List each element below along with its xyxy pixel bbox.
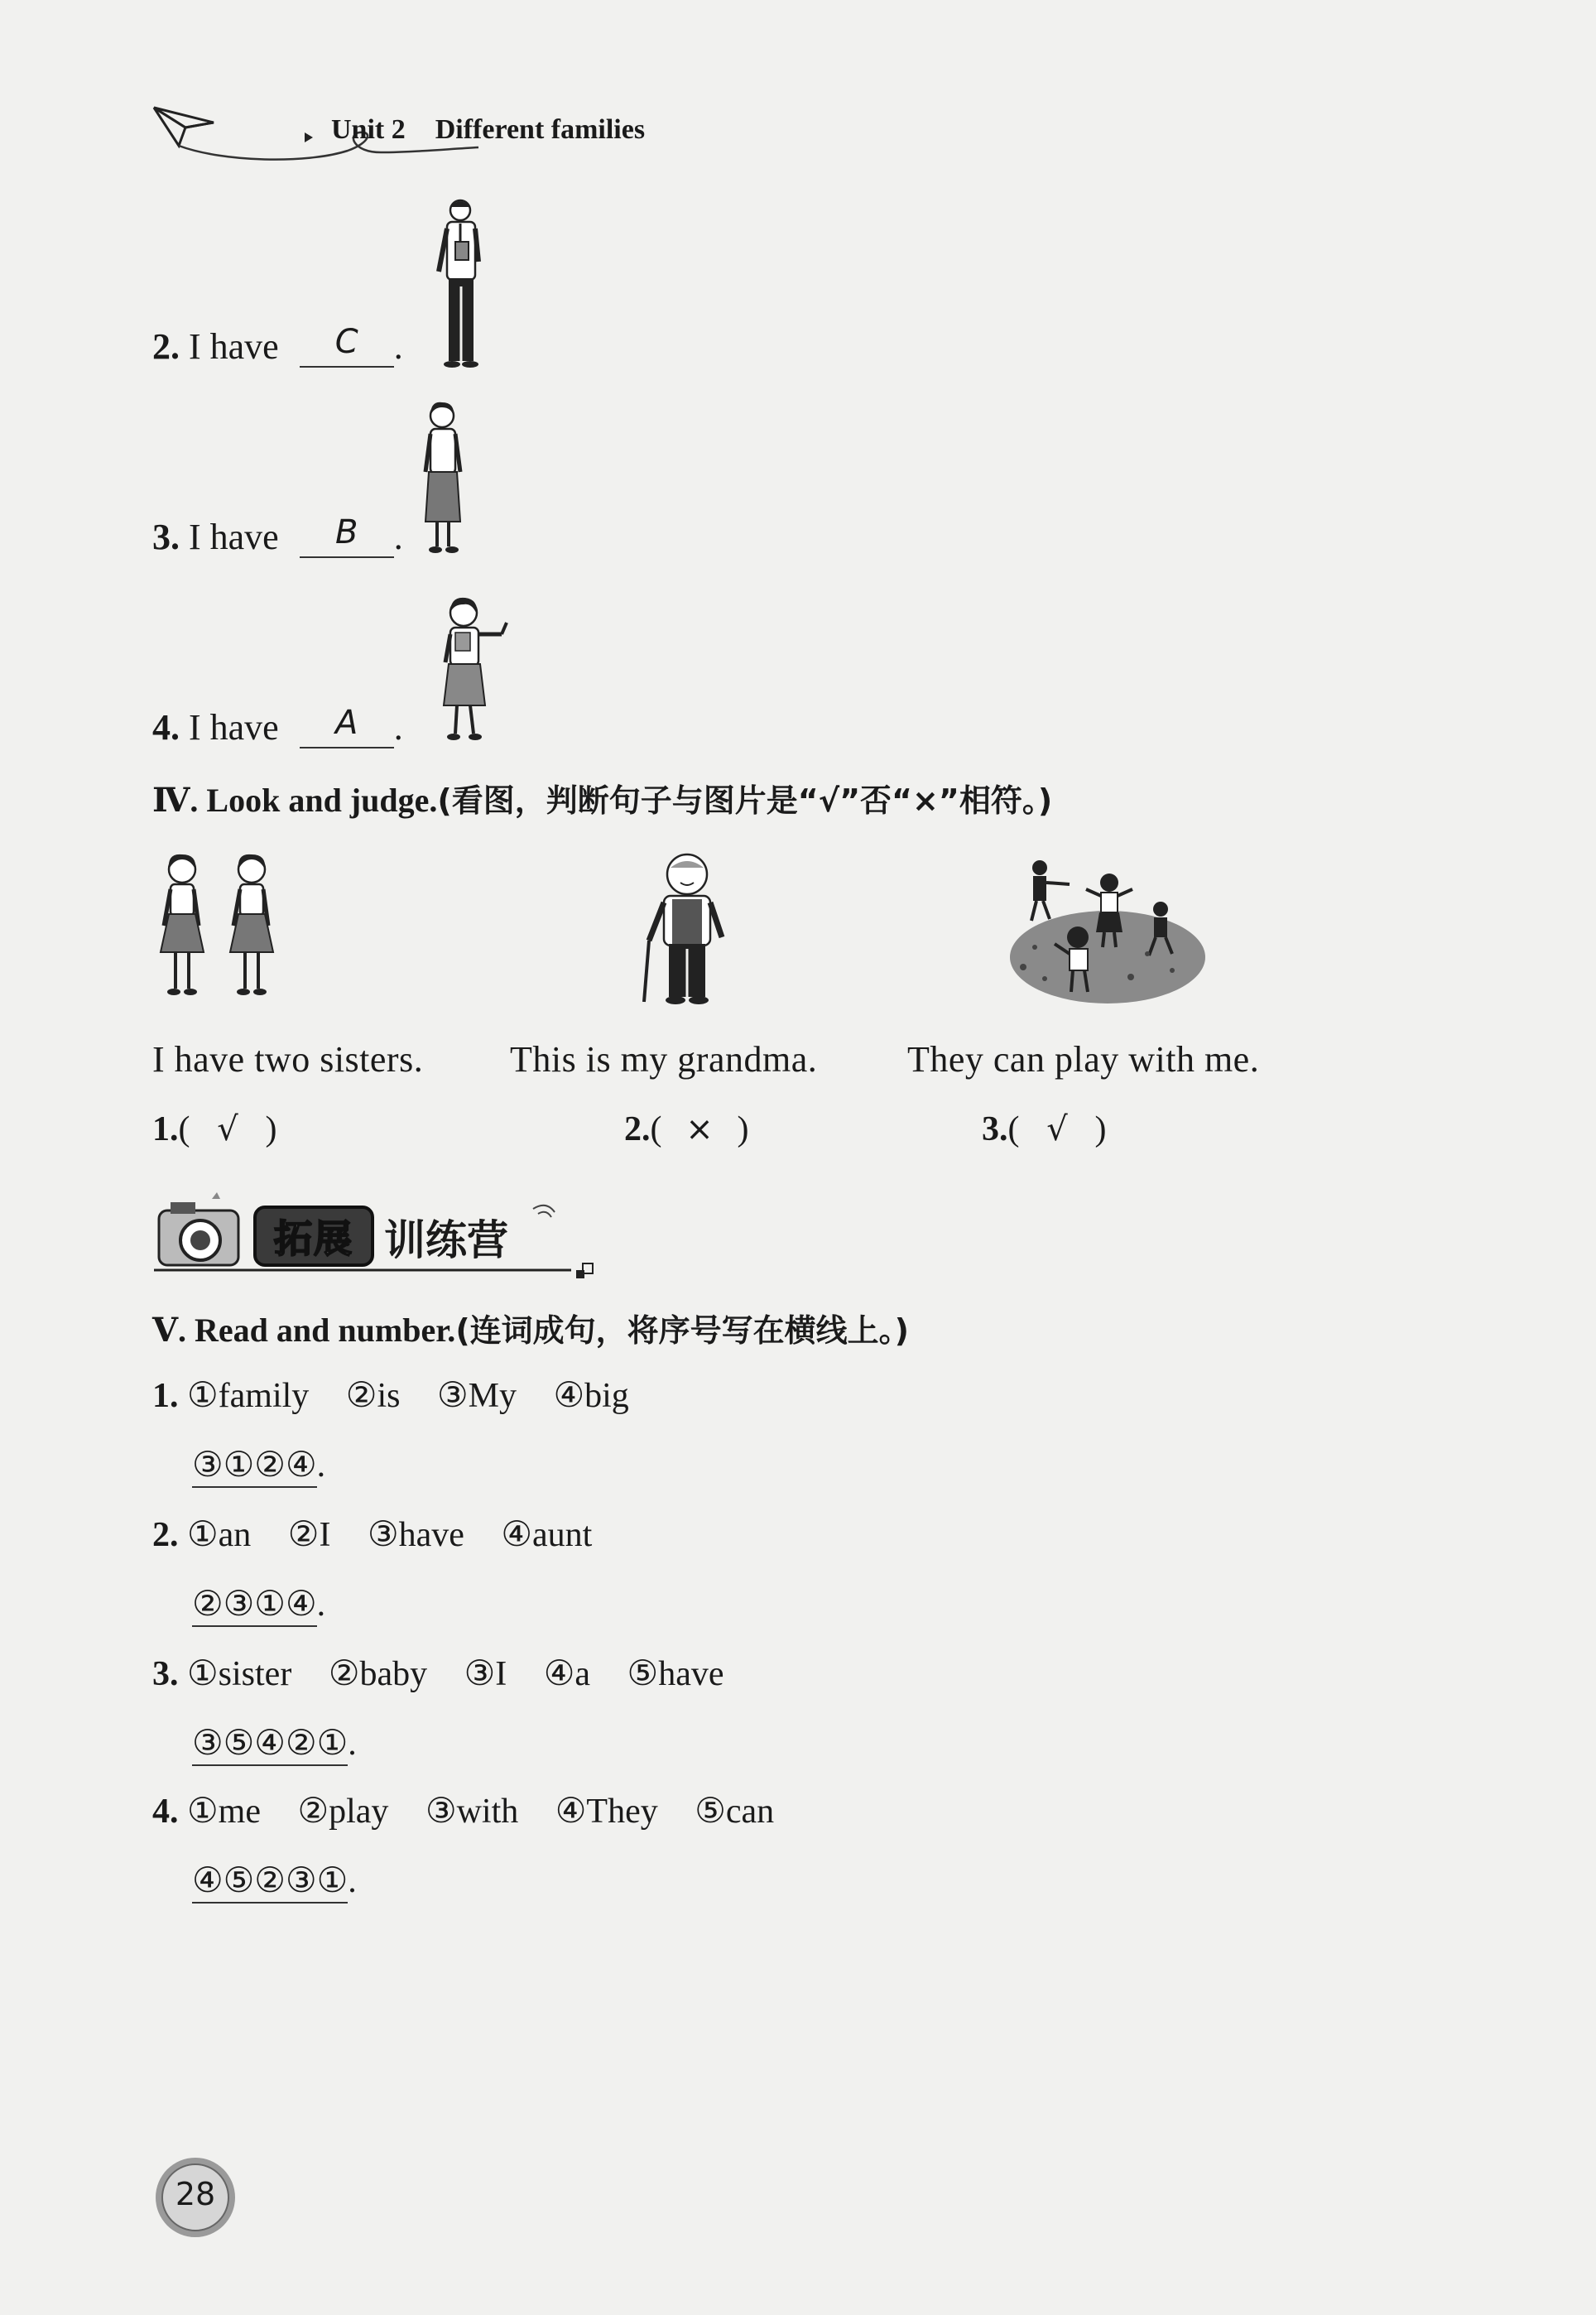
word: ②I: [287, 1516, 331, 1554]
section-title-en: Ⅴ. Read and number.: [152, 1312, 456, 1349]
question-number: 3.: [152, 517, 180, 557]
item-number: 1.: [152, 1377, 179, 1415]
word: ④big: [553, 1377, 629, 1415]
mother-figure-image: [414, 397, 472, 560]
word: ④They: [555, 1793, 658, 1831]
answer-blank: [300, 705, 394, 748]
word: ⑤can: [695, 1793, 775, 1831]
period: .: [393, 707, 403, 748]
word: ③I: [464, 1655, 507, 1693]
period: .: [348, 1862, 357, 1900]
question-row: [152, 705, 403, 755]
two-sisters-image: [154, 849, 286, 1007]
judgement-item: 3.( √ ): [982, 1110, 1107, 1148]
banner-badge-text: 拓展: [274, 1216, 353, 1261]
answer-line: [192, 1722, 357, 1764]
judgement-item: 2.( × ): [624, 1110, 749, 1148]
word-list: [152, 1653, 752, 1694]
judgement-number: 1.: [152, 1110, 179, 1148]
item-number: 4.: [152, 1793, 179, 1831]
answer-letter: A: [335, 704, 358, 742]
answer-sequence: ④⑤②③①: [192, 1862, 348, 1903]
answer-sequence: ②③①④: [192, 1586, 317, 1627]
caption-sisters: I have two sisters.: [152, 1039, 424, 1080]
word: ④aunt: [501, 1516, 593, 1554]
answer-letter: B: [334, 513, 358, 551]
answer-sequence: ③①②④: [192, 1446, 317, 1488]
word: ②play: [297, 1793, 389, 1831]
word: ②baby: [328, 1655, 428, 1693]
girl-figure-image: [430, 593, 513, 745]
word-list: [152, 1514, 620, 1555]
word: ③with: [425, 1793, 519, 1831]
answer-line: [192, 1444, 325, 1485]
word-list: [152, 1374, 657, 1416]
answer-line: [192, 1583, 325, 1624]
section-title-en: Ⅳ. Look and judge.: [152, 782, 438, 819]
sparkle-icon: [530, 1201, 563, 1225]
section-title-cn: (连词成句，将序号写在横线上。): [455, 1312, 910, 1349]
header-title: [331, 114, 645, 146]
judgement-number: 2.: [624, 1110, 651, 1148]
judgement-mark: √: [217, 1110, 238, 1148]
question-number: 2.: [152, 326, 180, 367]
answer-blank: [300, 325, 394, 368]
question-text: I have: [189, 517, 279, 557]
word: ⑤have: [627, 1655, 724, 1693]
word: ③My: [436, 1377, 517, 1415]
word-list: [152, 1790, 802, 1831]
period: .: [393, 326, 403, 367]
word: ③have: [367, 1516, 464, 1554]
question-text: I have: [189, 326, 279, 367]
word: ①me: [187, 1793, 261, 1831]
section-title-read-and-number: [152, 1305, 909, 1350]
section-title-cn: (看图，判断句子与图片是“√”否“×”相符。): [437, 782, 1053, 819]
page-number: 28: [175, 2176, 216, 2212]
section-title-look-and-judge: [152, 775, 1052, 821]
item-number: 3.: [152, 1655, 179, 1693]
question-number: 4.: [152, 707, 180, 748]
answer-letter: C: [334, 323, 358, 361]
children-playing-image: [1007, 854, 1209, 1008]
period: .: [316, 1446, 326, 1485]
word: ①family: [187, 1377, 310, 1415]
word: ②is: [345, 1377, 401, 1415]
unit-label: Unit 2: [331, 114, 406, 145]
caption-grandma: This is my grandma.: [510, 1039, 818, 1080]
period: .: [348, 1725, 357, 1763]
unit-title: Different families: [435, 114, 646, 145]
grandpa-image: [634, 849, 742, 1010]
period: .: [316, 1586, 326, 1624]
answer-blank: [300, 515, 394, 558]
judgement-mark: ×: [685, 1110, 714, 1148]
item-number: 2.: [152, 1516, 179, 1554]
question-text: I have: [189, 707, 279, 748]
judgement-mark: √: [1046, 1110, 1068, 1148]
judgement-item: 1.( √ ): [152, 1110, 277, 1148]
word: ①sister: [187, 1655, 292, 1693]
period: .: [393, 517, 403, 557]
word: ①an: [187, 1516, 252, 1554]
answer-sequence: ③⑤④②①: [192, 1725, 348, 1766]
caption-play: They can play with me.: [907, 1039, 1260, 1080]
banner-underline: [154, 1259, 601, 1292]
question-row: [152, 515, 403, 565]
judgement-number: 3.: [982, 1110, 1008, 1148]
answer-line: [192, 1860, 357, 1901]
word: ④a: [543, 1655, 591, 1693]
banner-title: 训练营: [384, 1216, 508, 1264]
father-figure-image: [430, 195, 488, 369]
question-row: [152, 325, 403, 374]
